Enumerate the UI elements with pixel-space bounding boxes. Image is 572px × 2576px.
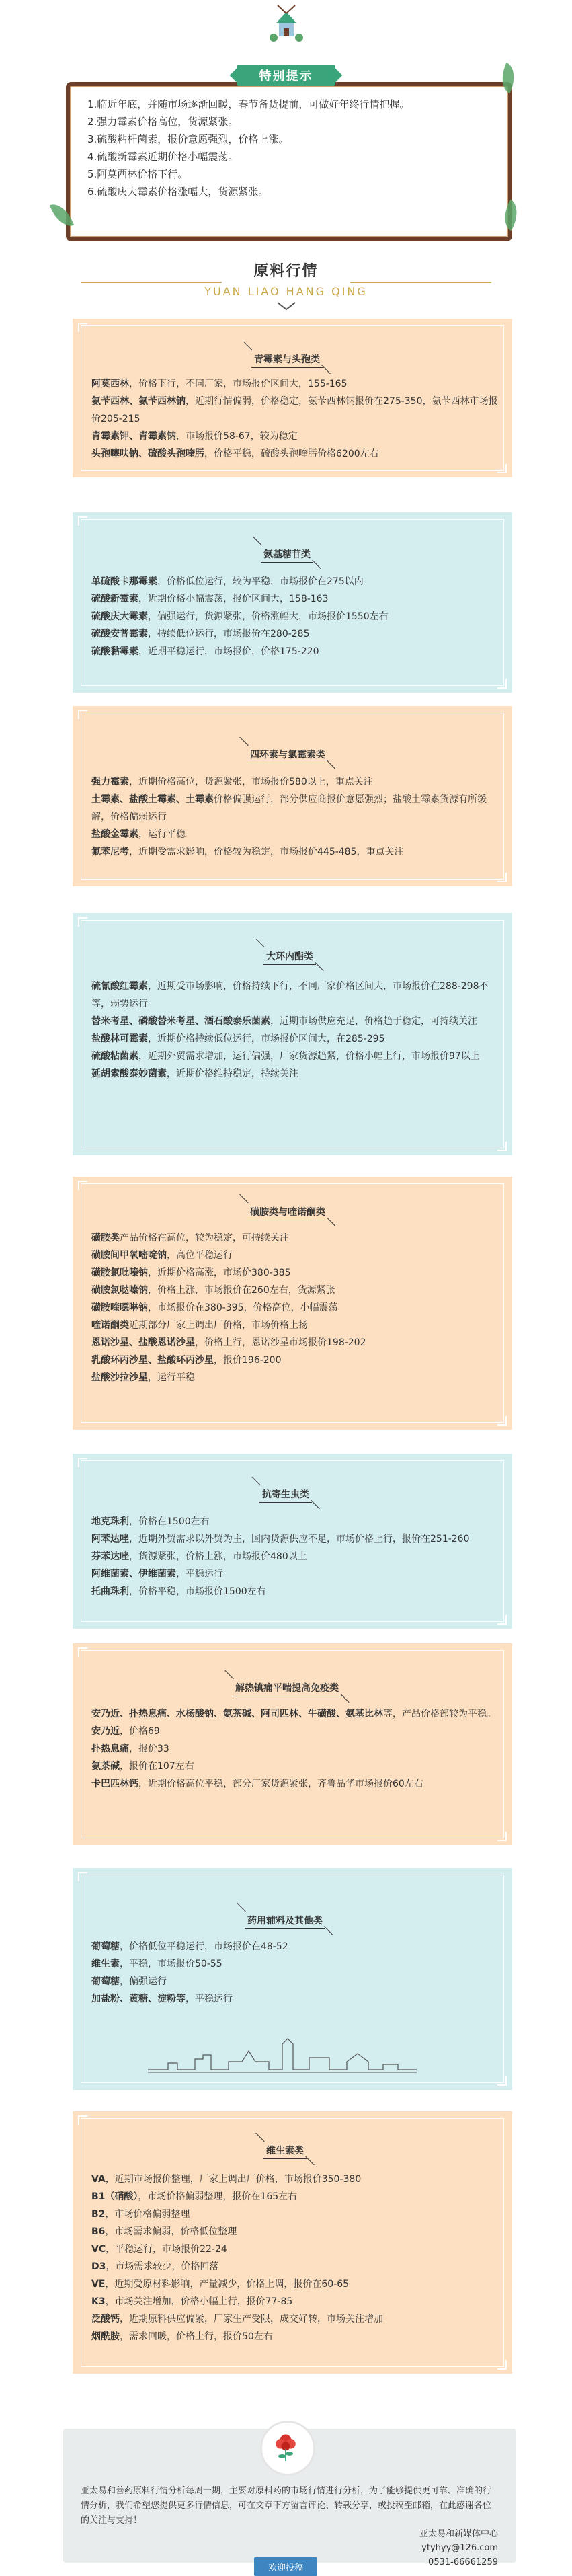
footer-org: 亚太易和新媒体中心 — [419, 2529, 498, 2539]
list-item: 加盐粉、黄糖、淀粉等，平稳运行 — [91, 1994, 233, 2004]
category-items — [91, 773, 501, 861]
windmill-house-icon — [267, 4, 306, 42]
list-item: 托曲珠利，价格平稳，市场报价1500左右 — [91, 1586, 266, 1597]
list-item: 盐酸林可霉素，近期价格持续低位运行，市场报价区间大，在285-295 — [91, 1033, 385, 1044]
divider — [81, 282, 222, 283]
list-item: K3，市场关注增加，价格小幅上行，报价77-85 — [91, 2296, 293, 2307]
chevron-down-icon — [276, 301, 296, 311]
list-item: 卡巴匹林钙，近期价格高位平稳，部分厂家货源紧张，齐鲁晶华市场报价60左右 — [91, 1779, 423, 1789]
avatar — [260, 2421, 315, 2476]
category-items — [91, 2171, 501, 2345]
list-item: 安乃近、扑热息痛、水杨酸钠、氨茶碱、阿司匹林、牛磺酸、氨基比林等，产品价格部较为平稳。 — [91, 1709, 496, 1719]
notice-item: 6.硫酸庆大霉素价格涨幅大，货源紧张。 — [87, 186, 269, 198]
category-title: 药用辅料及其他类 — [245, 1914, 325, 1929]
footer-text: 亚太易和善药原料行情分析每周一期，主要对原料药的市场行情进行分析，为了能够提供更可靠、准确的行情分析，我们希望您提供更多行情信息，可在文章下方留言评论、转载分享，或投稿至邮箱，在此感谢各位的关注与支持！ — [81, 2486, 492, 2526]
notice-item: 3.硫酸粘杆菌素，报价意愿强烈，价格上涨。 — [87, 133, 289, 145]
list-item: 盐酸金霉素，运行平稳 — [91, 829, 186, 840]
list-item: 阿莫西林，价格下行，不同厂家，市场报价区间大，155-165 — [91, 379, 348, 389]
category-title: 青霉素与头孢类 — [251, 352, 323, 368]
list-item: 土霉素、盐酸土霉素、土霉素价格偏强运行，部分供应商报价意愿强烈；盐酸土霉素货源有所缓解，价格偏弱运行 — [91, 794, 487, 822]
list-item: 磺胺喹噁啉钠，市场报价在380-395，价格高位，小幅震荡 — [91, 1302, 338, 1313]
list-item: 恩诺沙星、盐酸恩诺沙星，价格上行，恩诺沙星市场报价198-202 — [91, 1337, 366, 1348]
list-item: 安乃近，价格69 — [91, 1726, 160, 1737]
list-item: 硫酸安普霉素，持续低位运行，市场报价在280-285 — [91, 629, 310, 639]
notice-title: 特别提示 — [237, 65, 335, 86]
flower-icon — [262, 2423, 309, 2470]
list-item: 阿维菌素、伊维菌素，平稳运行 — [91, 1569, 223, 1579]
list-item: 扑热息痛，报价33 — [91, 1744, 169, 1754]
list-item: 硫酸庆大霉素，偏强运行，货源紧张，价格涨幅大，市场报价1550左右 — [91, 611, 389, 622]
list-item: VA，近期市场报价整理，厂家上调出厂价格，市场报价350-380 — [91, 2174, 362, 2185]
category-items — [91, 375, 501, 463]
list-item: 硫酸新霉素，近期价格小幅震荡，报价区间大，158-163 — [91, 594, 329, 604]
notice-list — [87, 95, 491, 200]
divider — [350, 282, 491, 283]
list-item: 磺胺氯吡嗪钠，近期价格高涨，市场价380-385 — [91, 1267, 291, 1278]
list-item: B1（硝酸），市场价格偏弱整理，报价在165左右 — [91, 2191, 298, 2202]
list-item: 青霉素钾、青霉素钠，市场报价58-67，较为稳定 — [91, 431, 298, 442]
list-item: 磺胺氯哒嗪钠，价格上涨，市场报价在260左右，货源紧张 — [91, 1285, 335, 1296]
list-item: 地克珠利，价格在1500左右 — [91, 1516, 210, 1527]
category-title: 解热镇痛平喘提高免疫类 — [233, 1681, 341, 1696]
list-item: 喹诺酮类近期部分厂家上调出厂价格，市场价格上扬 — [91, 1320, 308, 1331]
list-item: 乳酸环丙沙星、盐酸环丙沙星，报价196-200 — [91, 1355, 282, 1366]
list-item: D3，市场需求较少，价格回落 — [91, 2261, 219, 2272]
list-item: 氨茶碱，报价在107左右 — [91, 1761, 194, 1772]
footer-email[interactable]: ytyhyy@126.com — [421, 2543, 498, 2553]
notice-item: 5.阿莫西林价格下行。 — [87, 168, 188, 180]
list-item: 替米考星、磷酸替米考星、酒石酸泰乐菌素，近期市场供应充足，价格趋于稳定，可持续关注 — [91, 1016, 477, 1027]
category-title: 大环内酯类 — [263, 949, 316, 965]
list-item: 磺胺间甲氧嘧啶钠，高位平稳运行 — [91, 1250, 233, 1261]
category-title: 磺胺类与喹诺酮类 — [247, 1205, 328, 1220]
list-item: 硫酸粘菌素，近期外贸需求增加，运行偏强，厂家货源趋紧，价格小幅上行，市场报价97以上 — [91, 1051, 480, 1062]
footer-signature — [419, 2527, 498, 2569]
section-subtitle: YUAN LIAO HANG QING — [204, 285, 368, 298]
list-item: 烟酰胺，需求回暖，价格上行，报价50左右 — [91, 2331, 273, 2342]
list-item: 磺胺类产品价格在高位，较为稳定，可持续关注 — [91, 1233, 289, 1243]
category-items — [91, 573, 501, 660]
list-item: VC，平稳运行，市场报价22-24 — [91, 2244, 227, 2255]
contribute-button[interactable]: 欢迎投稿 — [254, 2557, 317, 2576]
footer-phone: 0531-66661259 — [428, 2557, 498, 2567]
list-item: B6，市场需求偏弱，价格低位整理 — [91, 2226, 237, 2237]
list-item: B2，市场价格偏弱整理 — [91, 2209, 190, 2220]
list-item: 头孢噻呋钠、硫酸头孢喹肟，价格平稳，硫酸头孢喹肟价格6200左右 — [91, 448, 379, 459]
notice-item: 4.硫酸新霉素近期价格小幅震荡。 — [87, 151, 239, 163]
city-skyline-illustration — [148, 2035, 417, 2075]
list-item: 阿苯达唑，近期外贸需求以外贸为主，国内货源供应不足，市场价格上行，报价在251-260 — [91, 1534, 470, 1545]
category-items — [91, 978, 501, 1083]
list-item: 葡萄糖，价格低位平稳运行，市场报价在48-52 — [91, 1941, 288, 1952]
list-item: 氨苄西林、氨苄西林钠，近期行情偏弱，价格稳定，氨苄西林钠报价在275-350，氨苄西林市场报价205-215 — [91, 396, 498, 424]
list-item: 泛酸钙，近期原料供应偏紧，厂家生产受限，成交好转，市场关注增加 — [91, 2314, 383, 2325]
list-item: VE，近期受原材料影响，产量减少，价格上调，报价在60-65 — [91, 2279, 350, 2290]
list-item: 氟苯尼考，近期受需求影响，价格较为稳定，市场报价445-485，重点关注 — [91, 847, 404, 857]
notice-item: 1.临近年底，并随市场逐渐回暖，春节备货提前，可做好年终行情把握。 — [87, 98, 410, 110]
category-items — [91, 1229, 501, 1387]
category-items — [91, 1938, 501, 2008]
notice-item: 2.强力霉素价格高位，货源紧张。 — [87, 116, 239, 128]
list-item: 强力霉素，近期价格高位，货源紧张，市场报价580以上，重点关注 — [91, 777, 373, 787]
list-item: 延胡索酸泰妙菌素，近期价格维持稳定，持续关注 — [91, 1068, 298, 1079]
list-item: 葡萄糖，偏强运行 — [91, 1976, 167, 1987]
list-item: 维生素，平稳，市场报价50-55 — [91, 1959, 222, 1969]
list-item: 芬苯达唑，货源紧张，价格上涨，市场报价480以上 — [91, 1551, 307, 1562]
list-item: 单硫酸卡那霉素，价格低位运行，较为平稳，市场报价在275以内 — [91, 576, 364, 587]
category-title: 抗寄生虫类 — [259, 1487, 312, 1503]
list-item: 硫酸黏霉素，近期平稳运行，市场报价，价格175-220 — [91, 646, 319, 657]
category-items — [91, 1513, 501, 1600]
category-title: 氨基糖苷类 — [261, 547, 313, 563]
category-title: 四环素与氯霉素类 — [247, 748, 328, 763]
category-items — [91, 1705, 501, 1793]
category-title: 维生素类 — [263, 2144, 307, 2159]
list-item: 盐酸沙拉沙星，运行平稳 — [91, 1372, 195, 1383]
list-item: 硫氰酸红霉素，近期受市场影响，价格持续下行，不同厂家价格区间大，市场报价在288-298不等，弱势运行 — [91, 981, 489, 1009]
section-title: 原料行情 — [253, 263, 319, 280]
